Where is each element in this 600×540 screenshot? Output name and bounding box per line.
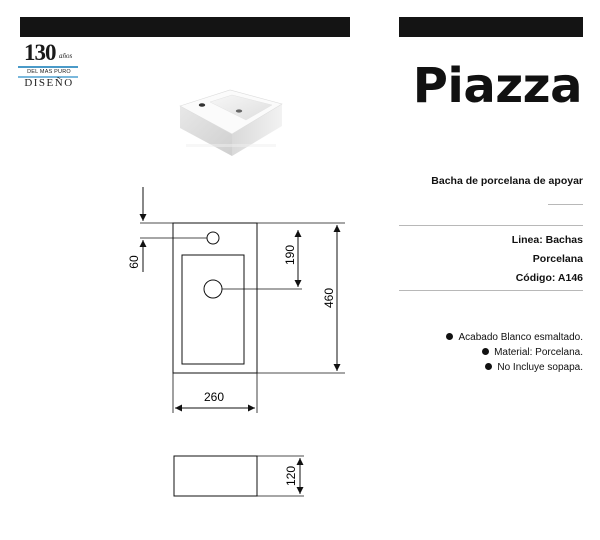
- dim-faucet-label: 60: [127, 255, 141, 269]
- dim-length-label: 460: [322, 287, 336, 309]
- dim-drain-label: 190: [283, 244, 297, 266]
- bullet-icon: [485, 363, 492, 370]
- dim-height-label: 120: [284, 465, 298, 487]
- logo-number: 130: [24, 40, 56, 65]
- faucet-hole: [207, 232, 219, 244]
- feature-item: No Incluye sopapa.: [485, 362, 583, 373]
- logo-subtitle: DEL MAS PURO: [27, 69, 71, 75]
- logo-brand: DISEÑO: [24, 77, 74, 89]
- divider: [399, 225, 583, 226]
- sink-basin: [182, 255, 244, 364]
- divider: [399, 290, 583, 291]
- feature-item: Acabado Blanco esmaltado.: [446, 332, 583, 343]
- short-divider: [548, 204, 583, 205]
- product-line: Linea: Bachas: [511, 234, 583, 246]
- bullet-icon: [482, 348, 489, 355]
- product-name: Piazza: [412, 58, 582, 114]
- dim-width-label: 260: [203, 390, 225, 404]
- product-code: Código: A146: [515, 272, 583, 284]
- bullet-icon: [446, 333, 453, 340]
- drain-hole: [204, 280, 222, 298]
- product-material-type: Porcelana: [532, 253, 583, 265]
- product-description: Bacha de porcelana de apoyar: [431, 175, 583, 187]
- sink-side-view: [174, 456, 257, 496]
- logo-anios: años: [59, 52, 73, 60]
- feature-item: Material: Porcelana.: [482, 347, 583, 358]
